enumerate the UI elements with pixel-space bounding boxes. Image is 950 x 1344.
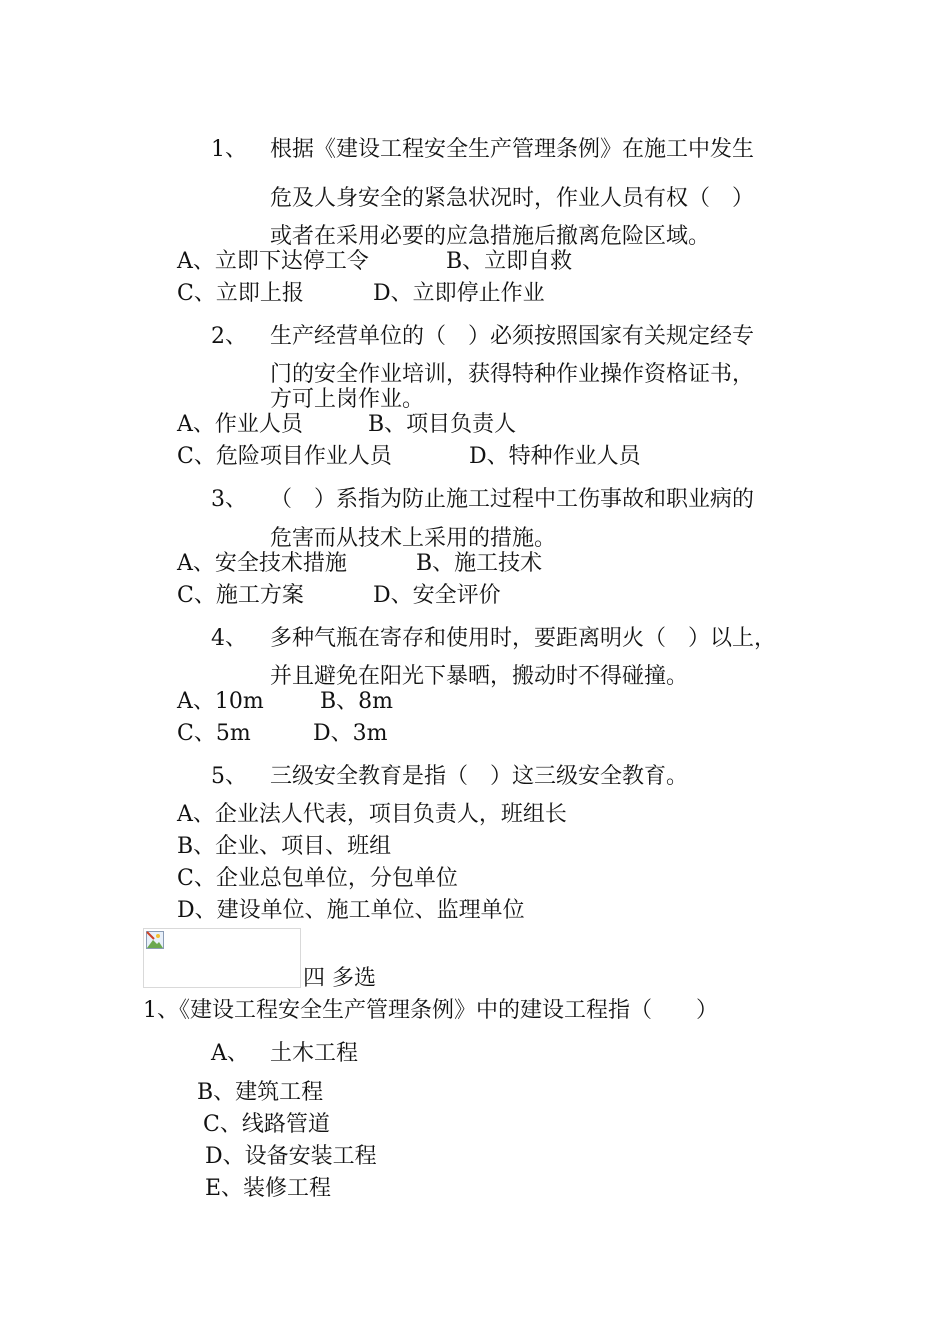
- option-c: C、危险项目作业人员: [177, 444, 392, 469]
- option-a: A、安全技术措施: [177, 551, 347, 576]
- option-c: C、立即上报: [177, 281, 304, 306]
- question-text-line: 生产经营单位的（ ）必须按照国家有关规定经专: [270, 324, 755, 349]
- question-text-line: 根据《建设工程安全生产管理条例》在施工中发生: [270, 137, 755, 162]
- option-a: A、立即下达停工令: [177, 249, 369, 274]
- option-c: C、施工方案: [177, 583, 304, 608]
- question-text-line: 危害而从技术上采用的措施。: [270, 526, 557, 551]
- section-title: 四 多选: [303, 966, 376, 991]
- option-e: E、装修工程: [205, 1176, 332, 1201]
- question-stem: 1、《建设工程安全生产管理条例》中的建设工程指（ ）: [143, 998, 718, 1023]
- option-d: D、3m: [313, 721, 388, 746]
- option-a: A、企业法人代表，项目负责人，班组长: [177, 802, 567, 827]
- broken-image-icon: [146, 931, 164, 949]
- option-b: B、立即自救: [446, 249, 573, 274]
- option-b: B、8m: [320, 689, 394, 714]
- option-a-text: 土木工程: [270, 1041, 359, 1066]
- question-text-line: 方可上岗作业。: [270, 387, 425, 412]
- question-text-line: 门的安全作业培训，获得特种作业操作资格证书，: [270, 362, 755, 387]
- image-placeholder: [143, 928, 301, 988]
- question-number: 4、: [211, 626, 247, 651]
- question-text-line: 并且避免在阳光下暴晒，搬动时不得碰撞。: [270, 664, 689, 689]
- option-a: A、10m: [177, 689, 264, 714]
- option-a-label: A、: [211, 1041, 249, 1066]
- option-b: B、施工技术: [416, 551, 543, 576]
- question-text-line: 多种气瓶在寄存和使用时，要距离明火（ ）以上，: [270, 626, 777, 651]
- option-c: C、企业总包单位，分包单位: [177, 866, 458, 891]
- question-number: 1、: [211, 137, 247, 162]
- option-b: B、项目负责人: [368, 412, 517, 437]
- question-text-line: （ ）系指为防止施工过程中工伤事故和职业病的: [270, 487, 755, 512]
- option-d: D、建设单位、施工单位、监理单位: [177, 898, 525, 923]
- question-text-line: 危及人身安全的紧急状况时，作业人员有权（ ）: [270, 186, 755, 211]
- question-text-line: 三级安全教育是指（ ）这三级安全教育。: [270, 764, 689, 789]
- option-a: A、作业人员: [177, 412, 303, 437]
- option-c: C、5m: [177, 721, 251, 746]
- question-number: 5、: [211, 764, 247, 789]
- option-c: C、线路管道: [203, 1112, 330, 1137]
- question-number: 3、: [211, 487, 247, 512]
- question-text-line: 或者在采用必要的应急措施后撤离危险区域。: [270, 224, 711, 249]
- option-d: D、设备安装工程: [205, 1144, 377, 1169]
- option-b: B、建筑工程: [197, 1080, 324, 1105]
- option-d: D、立即停止作业: [373, 281, 545, 306]
- question-number: 2、: [211, 324, 247, 349]
- option-d: D、安全评价: [373, 583, 501, 608]
- option-b: B、企业、项目、班组: [177, 834, 392, 859]
- option-d: D、特种作业人员: [469, 444, 641, 469]
